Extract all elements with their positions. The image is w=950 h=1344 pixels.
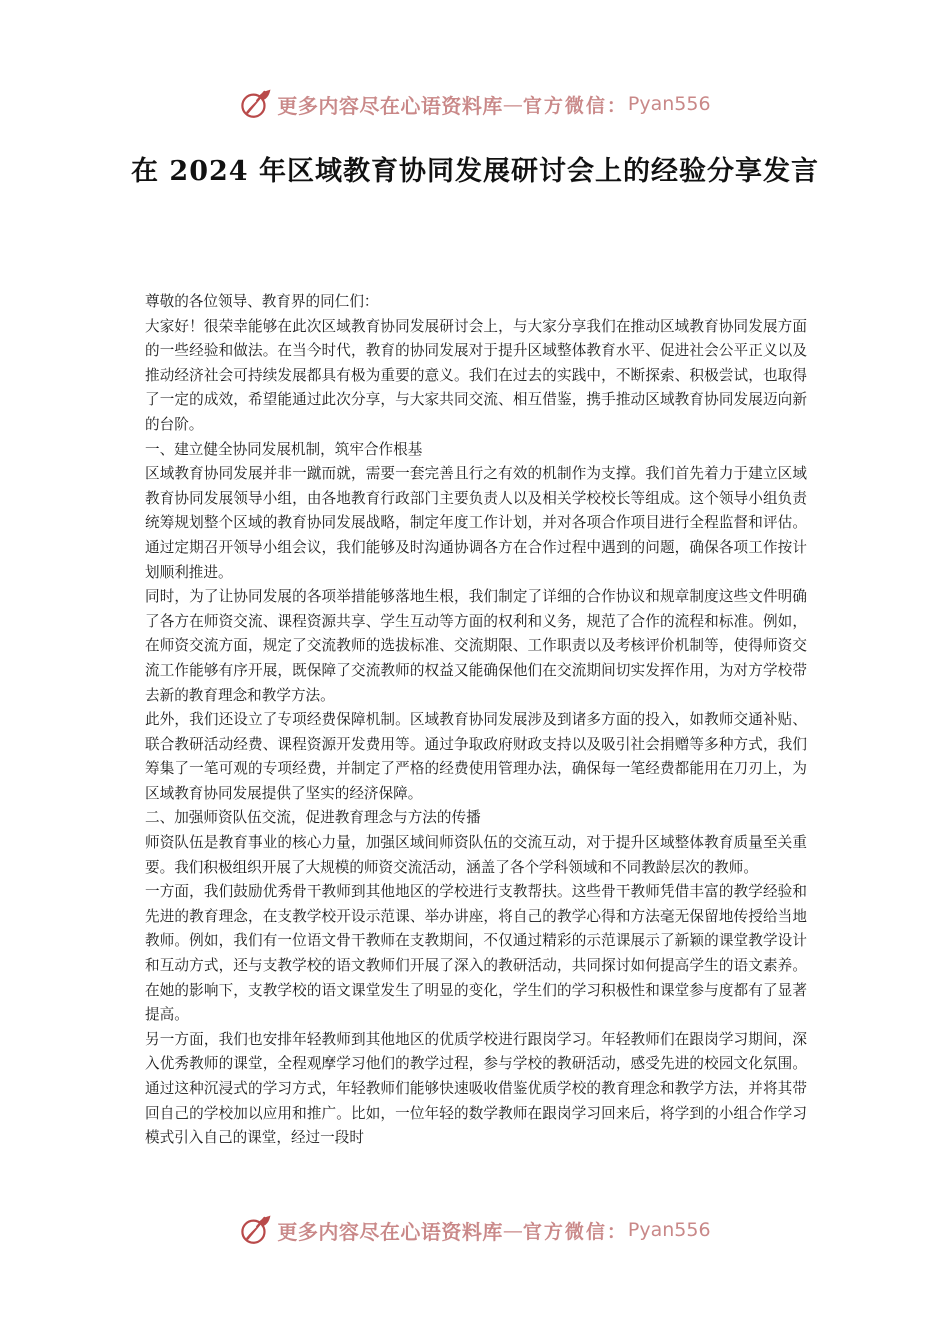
watermark-banner-top bbox=[0, 84, 950, 124]
body-paragraph: 同时，为了让协同发展的各项举措能够落地生根，我们制定了详细的合作协议和规章制度这些文件明确了各方在师资交流、课程资源共享、学生互动等方面的权利和义务，规范了合作的流程和标准。例如，在师资交流方面，规定了交流教师的选拔标准、交流期限、工作职责以及考核评价机制等，使得师资交流工作能够有序开展，既保障了交流教师的权益又能确保他们在交流期间切实发挥作用，为对方学校带去新的教育理念和教学方法。 bbox=[145, 588, 807, 704]
watermark-sub-text: 官方微信： bbox=[522, 94, 628, 117]
watermark-dash: — bbox=[502, 92, 523, 116]
body-paragraph: 另一方面，我们也安排年轻教师到其他地区的优质学校进行跟岗学习。年轻教师们在跟岗学习期间，深入优秀教师的课堂，全程观摩学习他们的教学过程，参与学校的教研活动，感受先进的校园文化氛围。通过这种沉浸式的学习方式，年轻教师们能够快速吸收借鉴优质学校的教育理念和教学方法，并将其带回自己的学校加以应用和推广。比如，一位年轻的数学教师在跟岗学习回来后，将学到的小组合作学习模式引入自己的课堂，经过一段时 bbox=[145, 1030, 807, 1147]
document-title: 在 2024 年区域教育协同发展研讨会上的经验分享发言 bbox=[131, 156, 819, 187]
body-paragraph: 一方面，我们鼓励优秀骨干教师到其他地区的学校进行支教帮扶。这些骨干教师凭借丰富的教学经验和先进的教育理念，在支教学校开设示范课、举办讲座，将自己的教学心得和方法毫无保留地传授给当地教师。例如，我们有一位语文骨干教师在支教期间，不仅通过精彩的示范课展示了新颖的课堂教学设计和互动方式，还与支教学校的语文教师们开展了深入的教研活动，共同探讨如何提高学生的语文素养。在她的影响下，支教学校的语文课堂发生了明显的变化，学生们的学习积极性和课堂参与度都有了显著提高。 bbox=[145, 883, 807, 1024]
quill-logo-icon bbox=[239, 87, 273, 121]
watermark-sub-text: 官方微信： bbox=[522, 1220, 628, 1243]
watermark-wechat-id: Pyan556 bbox=[627, 1219, 711, 1241]
watermark-banner-bottom bbox=[0, 1210, 950, 1250]
document-body bbox=[145, 290, 807, 1151]
quill-logo-icon bbox=[239, 1213, 273, 1247]
salutation: 尊敬的各位领导、教育界的同仁们： bbox=[145, 293, 379, 310]
body-paragraph: 大家好！很荣幸能够在此次区域教育协同发展研讨会上，与大家分享我们在推动区域教育协同发展方面的一些经验和做法。在当今时代，教育的协同发展对于提升区域整体教育水平、促进社会公平正义以及推动经济社会可持续发展都具有极为重要的意义。我们在过去的实践中，不断探索、积极尝试，也取得了一定的成效，希望能通过此次分享，与大家共同交流、相互借鉴，携手推动区域教育协同发展迈向新的台阶。 bbox=[145, 317, 807, 433]
body-paragraph: 区域教育协同发展并非一蹴而就，需要一套完善且行之有效的机制作为支撑。我们首先着力于建立区域教育协同发展领导小组，由各地教育行政部门主要负责人以及相关学校校长等组成。这个领导小组负责统筹规划整个区域的教育协同发展战略，制定年度工作计划，并对各项合作项目进行全程监督和评估。通过定期召开领导小组会议，我们能够及时沟通协调各方在合作过程中遇到的问题，确保各项工作按计划顺利推进。 bbox=[145, 465, 807, 581]
section-heading: 一、建立健全协同发展机制，筑牢合作根基 bbox=[145, 440, 423, 458]
watermark-main-text: 更多内容尽在心语资料库 bbox=[277, 93, 503, 118]
body-paragraph: 师资队伍是教育事业的核心力量，加强区域间师资队伍的交流互动，对于提升区域整体教育质量至关重要。我们积极组织开展了大规模的师资交流活动，涵盖了各个学科领域和不同教龄层次的教师。 bbox=[145, 834, 807, 876]
watermark-main-text: 更多内容尽在心语资料库 bbox=[277, 1219, 503, 1244]
watermark-wechat-id: Pyan556 bbox=[627, 93, 711, 115]
body-paragraph: 此外，我们还设立了专项经费保障机制。区域教育协同发展涉及到诸多方面的投入，如教师交通补贴、联合教研活动经费、课程资源开发费用等。通过争取政府财政支持以及吸引社会捐赠等多种方式，我们筹集了一笔可观的专项经费，并制定了严格的经费使用管理办法，确保每一笔经费都能用在刀刃上，为区域教育协同发展提供了坚实的经济保障。 bbox=[145, 711, 807, 802]
section-heading: 二、加强师资队伍交流，促进教育理念与方法的传播 bbox=[145, 809, 481, 827]
watermark-dash: — bbox=[502, 1218, 523, 1242]
